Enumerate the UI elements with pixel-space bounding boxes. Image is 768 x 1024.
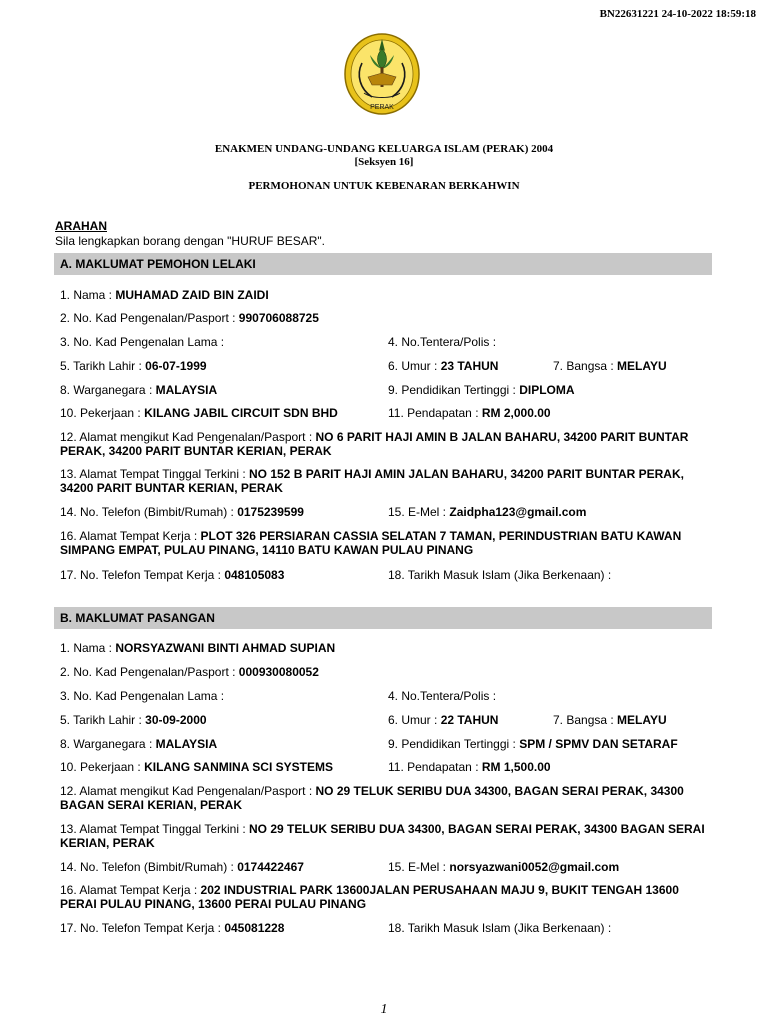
b-age-field: 6. Umur : 22 TAHUN [388,713,499,727]
b-phone-field: 14. No. Telefon (Bimbit/Rumah) : 0174422467 [60,860,304,874]
a-phone-field: 14. No. Telefon (Bimbit/Rumah) : 0175239599 [60,505,304,519]
instructions-heading: ARAHAN [55,219,107,233]
b-email-field: 15. E-Mel : norsyazwani0052@gmail.com [388,860,620,874]
a-occupation-field: 10. Pekerjaan : KILANG JABIL CIRCUIT SDN BHD [60,406,338,420]
b-work-phone-field: 17. No. Telefon Tempat Kerja : 045081228 [60,921,285,935]
b-old-ic-field: 3. No. Kad Pengenalan Lama : [60,689,225,703]
page-number: 1 [380,1002,388,1017]
instructions-text: Sila lengkapkan borang dengan "HURUF BESAR". [55,234,325,248]
b-birthdate-field: 5. Tarikh Lahir : 30-09-2000 [60,713,207,727]
a-education-field: 9. Pendidikan Tertinggi : DIPLOMA [388,383,575,397]
b-current-address-field: 13. Alamat Tempat Tinggal Terkini : NO 29 TELUK SERIBU DUA 34300, BAGAN SERAI PERAK, 34300 BAGAN SERAI KERIAN, PERAK [60,822,705,850]
a-name-field: 1. Nama : MUHAMAD ZAID BIN ZAIDI [60,288,269,302]
b-education-field: 9. Pendidikan Tertinggi : SPM / SPMV DAN SETARAF [388,737,678,751]
a-military-police-field: 4. No.Tentera/Polis : [388,335,497,349]
b-islam-date-field: 18. Tarikh Masuk Islam (Jika Berkenaan) : [388,921,612,935]
document-reference: BN22631221 24-10-2022 18:59:18 [599,8,756,20]
a-email-field: 15. E-Mel : Zaidpha123@gmail.com [388,505,587,519]
document-title: ENAKMEN UNDANG-UNDANG KELUARGA ISLAM (PERAK) 2004 [214,143,554,155]
b-name-field: 1. Nama : NORSYAZWANI BINTI AHMAD SUPIAN [60,641,336,655]
b-work-address-field: 16. Alamat Tempat Kerja : 202 INDUSTRIAL PARK 13600JALAN PERUSAHAAN MAJU 9, BUKIT TENGAH 13600 PERAI PULAU PINANG, 13600 PERAI PULAU PINANG [60,883,679,911]
a-birthdate-field: 5. Tarikh Lahir : 06-07-1999 [60,359,207,373]
svg-text:PERAK: PERAK [370,104,394,111]
b-occupation-field: 10. Pekerjaan : KILANG SANMINA SCI SYSTEMS [60,760,333,774]
section-a-header: A. MAKLUMAT PEMOHON LELAKI [54,253,712,275]
b-ic-address-field: 12. Alamat mengikut Kad Pengenalan/Pasport : NO 29 TELUK SERIBU DUA 34300, BAGAN SERAI PERAK, 34300 BAGAN SERAI KERIAN, PERAK [60,784,684,812]
a-ic-address-field: 12. Alamat mengikut Kad Pengenalan/Pasport : NO 6 PARIT HAJI AMIN B JALAN BAHARU, 34200 PARIT BUNTAR PERAK, 34200 PARIT BUNTAR KERIAN, PERAK [60,430,689,458]
a-old-ic-field: 3. No. Kad Pengenalan Lama : [60,335,225,349]
a-ic-field: 2. No. Kad Pengenalan/Pasport : 990706088725 [60,311,319,325]
document-subtitle: [Seksyen 16] [354,156,414,168]
b-military-police-field: 4. No.Tentera/Polis : [388,689,497,703]
a-income-field: 11. Pendapatan : RM 2,000.00 [388,406,551,420]
a-work-phone-field: 17. No. Telefon Tempat Kerja : 048105083 [60,568,285,582]
b-ic-field: 2. No. Kad Pengenalan/Pasport : 000930080052 [60,665,319,679]
form-title: PERMOHONAN UNTUK KEBENARAN BERKAHWIN [248,180,520,192]
a-current-address-field: 13. Alamat Tempat Tinggal Terkini : NO 152 B PARIT HAJI AMIN JALAN BAHARU, 34200 PARIT BUNTAR PERAK, 34200 PARIT BUNTAR KERIAN, PERAK [60,467,684,495]
a-nationality-field: 8. Warganegara : MALAYSIA [60,383,218,397]
b-race-field: 7. Bangsa : MELAYU [553,713,667,727]
perak-crest-logo [342,33,422,117]
a-race-field: 7. Bangsa : MELAYU [553,359,667,373]
b-nationality-field: 8. Warganegara : MALAYSIA [60,737,218,751]
section-b-header: B. MAKLUMAT PASANGAN [54,607,712,629]
b-income-field: 11. Pendapatan : RM 1,500.00 [388,760,551,774]
a-work-address-field: 16. Alamat Tempat Kerja : PLOT 326 PERSIARAN CASSIA SELATAN 7 TAMAN, PERINDUSTRIAN BATU KAWAN SIMPANG EMPAT, PULAU PINANG, 14110 BATU KAWAN PULAU PINANG [60,529,682,557]
a-islam-date-field: 18. Tarikh Masuk Islam (Jika Berkenaan) : [388,568,612,582]
a-age-field: 6. Umur : 23 TAHUN [388,359,499,373]
